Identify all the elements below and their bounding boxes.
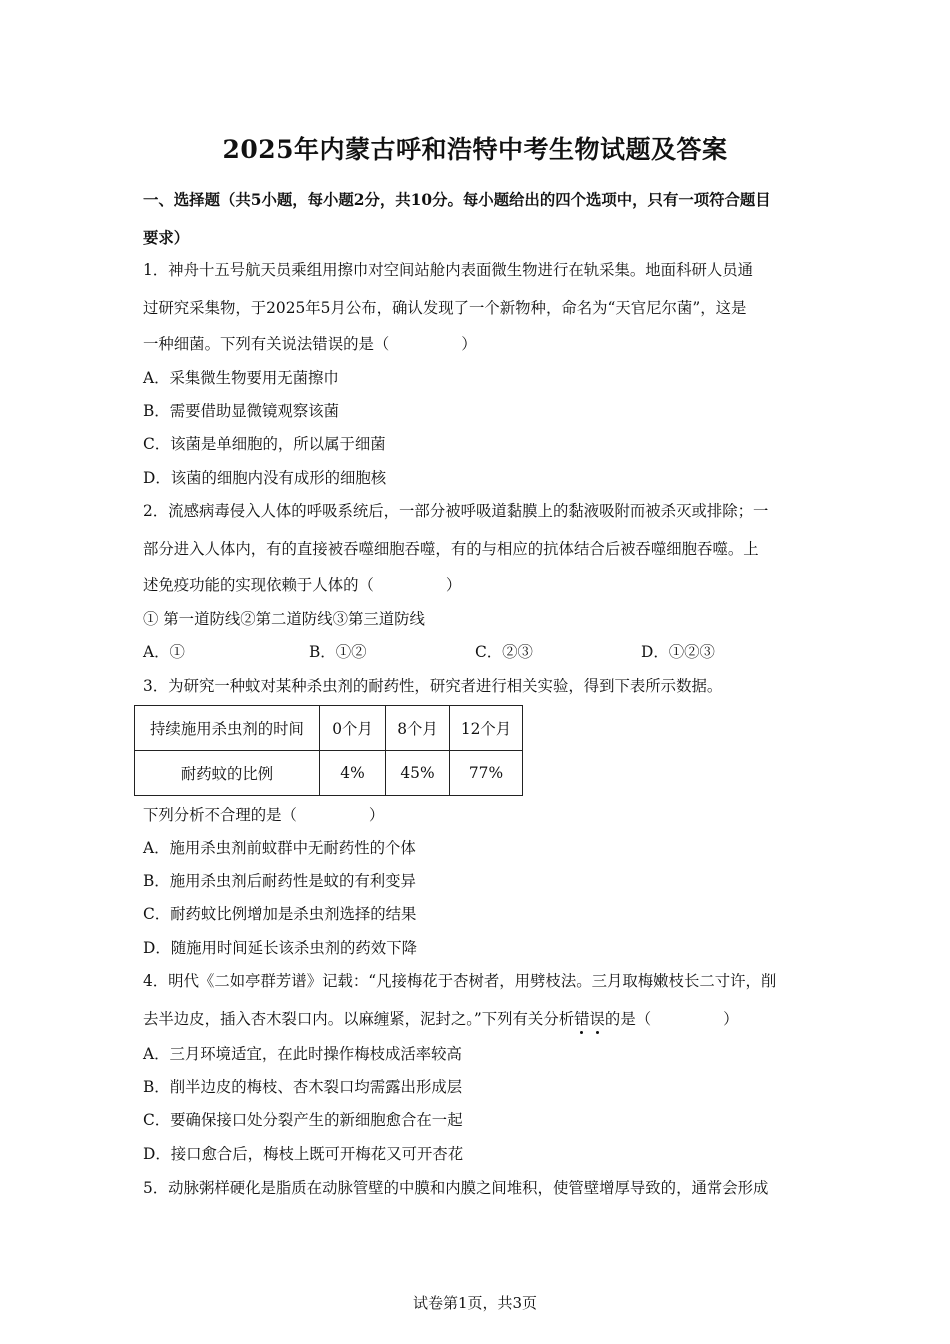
page-footer: 试卷第1页，共3页 <box>412 1294 538 1312</box>
q2-defense-list: ① 第一道防线②第二道防线③第三道防线 <box>143 610 425 628</box>
q4-option-c: C．要确保接口处分裂产生的新细胞愈合在一起 <box>143 1111 463 1129</box>
q3-option-c: C．耐药蚊比例增加是杀虫剂选择的结果 <box>143 905 417 923</box>
table-row <box>135 706 523 751</box>
q1-option-b: B．需要借助显微镜观察该菌 <box>143 402 339 420</box>
q2-stem-text: 述免疫功能的实现依赖于人体的（ <box>143 576 374 594</box>
q1-stem-text: 一种细菌。下列有关说法错误的是（ <box>143 335 390 353</box>
q3-option-d: D．随施用时间延长该杀虫剂的药效下降 <box>143 939 417 957</box>
q1-stem-line: 1．神舟十五号航天员乘组用擦巾对空间站舱内表面微生物进行在轨采集。地面科研人员通 <box>143 261 754 279</box>
q4-stem-line <box>143 1008 813 1030</box>
q4-stem-text: 去半边皮，插入杏木裂口内。以麻缠紧，泥封之。”下列有关分析 <box>143 1010 575 1028</box>
q4-option-d: D．接口愈合后，梅枝上既可开梅花又可开杏花 <box>143 1145 464 1163</box>
page-title: 2025年内蒙古呼和浩特中考生物试题及答案 <box>222 135 728 164</box>
q1-option-d: D．该菌的细胞内没有成形的细胞核 <box>143 469 387 487</box>
q1-option-a: A．采集微生物要用无菌擦巾 <box>143 369 339 387</box>
q4-stem-line: 4．明代《二如亭群芳谱》记载：“凡接梅花于杏树者，用劈枝法。三月取梅嫩枝长二寸许，削 <box>143 972 777 990</box>
q1-option-c: C．该菌是单细胞的，所以属于细菌 <box>143 435 386 453</box>
table-cell: 4% <box>320 751 386 796</box>
table-cell: 77% <box>450 751 523 796</box>
resistance-table <box>134 705 523 796</box>
section-heading-cont: 要求） <box>143 229 190 247</box>
q4-stem-close: ） <box>723 1010 739 1028</box>
table-cell: 45% <box>386 751 450 796</box>
q3-option-b: B．施用杀虫剂后耐药性是蚊的有利变异 <box>143 872 416 890</box>
table-header-cell: 12个月 <box>450 706 523 751</box>
q3-ask-close: ） <box>368 806 385 824</box>
q3-ask-text: 下列分析不合理的是（ <box>143 806 297 824</box>
emphasis-char: 错 <box>574 1010 590 1028</box>
q1-stem-line <box>143 333 813 355</box>
table-header-cell: 8个月 <box>386 706 450 751</box>
q2-stem-line <box>143 574 813 596</box>
q2-stem-line: 2．流感病毒侵入人体的呼吸系统后，一部分被呼吸道黏膜上的黏液吸附而被杀灭或排除；一 <box>143 502 769 520</box>
q5-stem-line: 5．动脉粥样硬化是脂质在动脉管壁的中膜和内膜之间堆积，使管壁增厚导致的，通常会形成 <box>143 1179 769 1197</box>
q2-stem-line: 部分进入人体内，有的直接被吞噬细胞吞噬，有的与相应的抗体结合后被吞噬细胞吞噬。上 <box>143 540 759 558</box>
q4-stem-text: 的是（ <box>604 1010 652 1028</box>
q2-stem-close: ） <box>445 576 462 594</box>
q3-option-a: A．施用杀虫剂前蚊群中无耐药性的个体 <box>143 839 416 857</box>
q4-option-a: A．三月环境适宜，在此时操作梅枝成活率较高 <box>143 1045 462 1063</box>
q1-stem-line: 过研究采集物，于2025年5月公布，确认发现了一个新物种，命名为“天官尼尔菌”，这是 <box>143 299 747 317</box>
section-heading: 一、选择题（共5小题，每小题2分，共10分。每小题给出的四个选项中，只有一项符合题目 <box>143 191 771 209</box>
table-cell: 耐药蚊的比例 <box>135 751 320 796</box>
table-row <box>135 751 523 796</box>
q2-option-c: C．②③ <box>475 643 533 661</box>
q1-stem-close: ） <box>461 335 477 353</box>
q2-option-b: B．①② <box>309 643 367 661</box>
table-header-cell: 0个月 <box>320 706 386 751</box>
q2-option-d: D．①②③ <box>641 643 715 661</box>
emphasis-char: 误 <box>589 1010 605 1028</box>
q3-ask <box>143 804 813 826</box>
q2-option-a: A．① <box>143 643 185 661</box>
q3-stem: 3．为研究一种蚊对某种杀虫剂的耐药性，研究者进行相关实验，得到下表所示数据。 <box>143 677 723 695</box>
table-header-cell: 持续施用杀虫剂的时间 <box>135 706 320 751</box>
q4-option-b: B．削半边皮的梅枝、杏木裂口均需露出形成层 <box>143 1078 463 1096</box>
